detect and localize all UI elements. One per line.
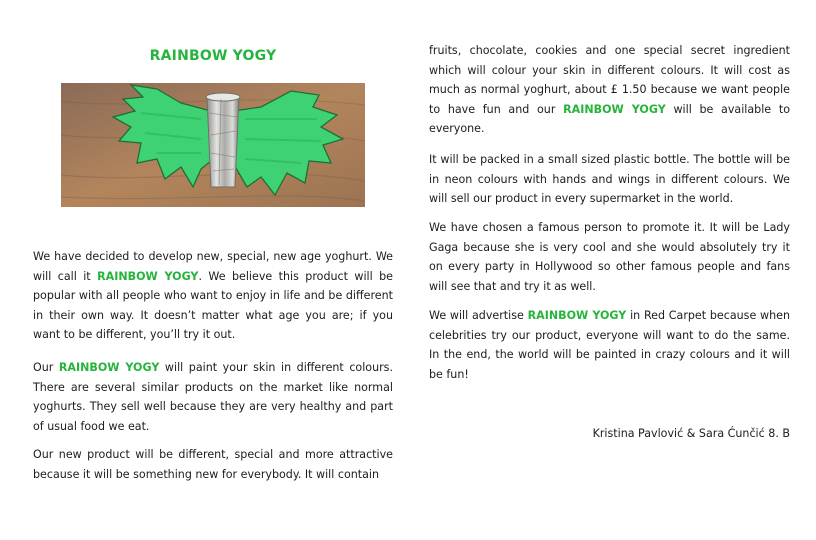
cup-rim: [206, 93, 240, 101]
brand-name: RAINBOW YOGY: [563, 102, 666, 116]
author-signature: Kristina Pavlović & Sara Ćunčić 8. B: [592, 427, 790, 440]
yoghurt-bat-photo: [61, 83, 365, 207]
paragraph-packaging: It will be packed in a small sized plastic bottle. The bottle will be in neon colours with hands and wings in different colours. We will sell our product in every supermarket in the world.: [429, 153, 790, 206]
brand-name: RAINBOW YOGY: [527, 309, 627, 322]
paragraph-colours: Our RAINBOW YOGY will paint your skin in different colours. There are several similar products on the market like normal yoghurts. They sell well because they are very healthy and part of usual food we eat.: [33, 361, 393, 433]
product-photo: [61, 83, 365, 207]
paragraph-promotion: We have chosen a famous person to promote it. It will be Lady Gaga because she is very cool and she would absolutely try it on every party in Hollywood so other famous people and fans will see that and try it as well.: [429, 221, 790, 293]
brand-name: RAINBOW YOGY: [58, 361, 160, 374]
page-title: RAINBOW YOGY: [149, 48, 277, 64]
paragraph-ingredients-price: fruits, chocolate, cookies and one special secret ingredient which will colour your skin in different colours. It will cost as much as normal yoghurt, about £ 1.50 because we want people to have fun and our RAINBOW YOGY will be available to everyone.: [429, 44, 790, 136]
paragraph-contents: Our new product will be different, special and more attractive because it will be something new for everybody. It will contain: [33, 448, 393, 481]
paragraph-advertising: We will advertise RAINBOW YOGY in Red Carpet because when celebrities try our product, everyone will want to do the same. In the end, the world will be painted in crazy colours and it will be fun!: [429, 309, 790, 381]
foil-cup: [207, 97, 239, 187]
brand-name: RAINBOW YOGY: [97, 269, 199, 283]
paragraph-intro: We have decided to develop new, special, new age yoghurt. We will call it RAINBOW YOGY. We believe this product will be popular with all people who want to enjoy in life and be different in their own way. It doesn’t matter what age you are; if you want to be different, you’ll try it out.: [33, 250, 393, 342]
